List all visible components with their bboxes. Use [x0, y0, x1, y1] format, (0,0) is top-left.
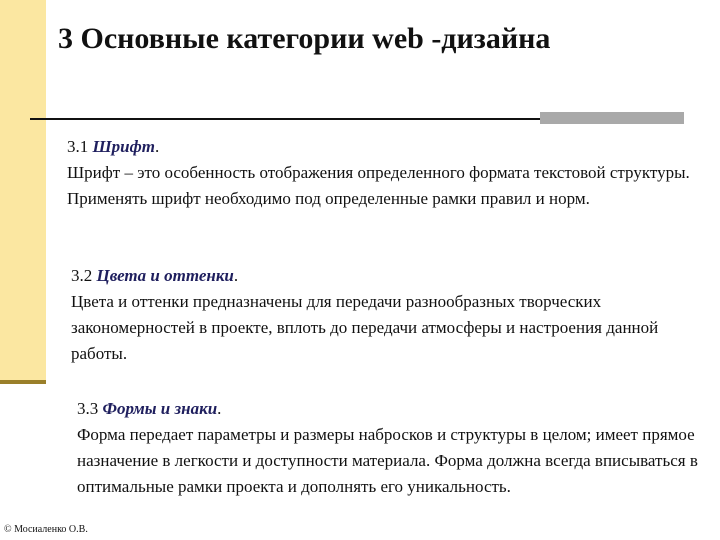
section-heading: 3.3 Формы и знаки. — [77, 399, 222, 418]
section-number: 3.1 — [67, 137, 89, 156]
left-accent-bar — [0, 0, 46, 382]
section-body: Форма передает параметры и размеры набросков и структуры в целом; имеет прямое назначение в легкости и доступности материала. Форма должна всегда вписываться в оптимальные рамки проекта и дополнять его уникальность. — [77, 425, 698, 496]
section-heading-text: Шрифт — [92, 137, 155, 156]
title-divider — [30, 118, 540, 120]
author-footer: © Мосиаленко О.В. — [4, 524, 88, 535]
section-colors — [71, 263, 707, 367]
section-forms — [77, 396, 707, 500]
section-body: Цвета и оттенки предназначены для передачи разнообразных творческих закономерностей в проекте, вплоть до передачи атмосферы и настроения данной работы. — [71, 292, 659, 363]
section-heading-text: Формы и знаки — [102, 399, 218, 418]
slide-title: 3 Основные категории web -дизайна — [58, 22, 551, 55]
section-font — [67, 134, 707, 212]
section-heading: 3.2 Цвета и оттенки. — [71, 266, 239, 285]
section-heading-text: Цвета и оттенки — [96, 266, 234, 285]
divider-gray-block — [540, 112, 684, 124]
section-heading: 3.1 Шрифт. — [67, 137, 160, 156]
section-number: 3.3 — [77, 399, 99, 418]
section-body: Шрифт – это особенность отображения определенного формата текстовой структуры. Применять шрифт необходимо под определенные рамки правил и норм. — [67, 163, 690, 208]
left-accent-rule — [0, 380, 46, 384]
section-number: 3.2 — [71, 266, 93, 285]
